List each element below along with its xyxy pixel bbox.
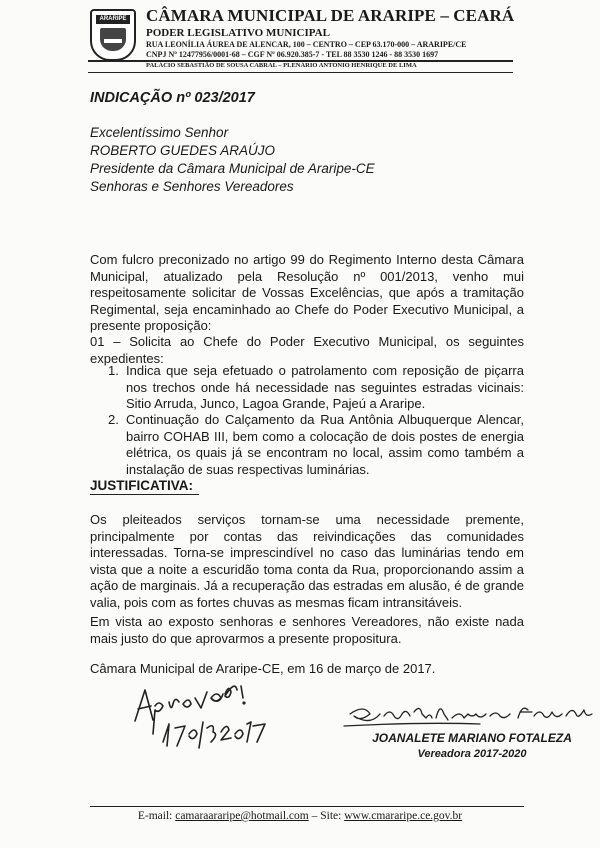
header-title: CÂMARA MUNICIPAL DE ARARIPE – CEARÁ — [146, 6, 515, 25]
list-item-text: Continuação do Calçamento da Rua Antônia Albuquerque Alencar, bairro COHAB III, bem como a colocação de dois postes de energia elétrica, os quais já se encontram no local, assim como também a instalação de suas respectivas luminárias. — [126, 412, 524, 477]
addressee-line-1: Excelentíssimo Senhor — [90, 125, 229, 140]
intro-paragraph: Com fulcro preconizado no artigo 99 do Regimento Interno desta Câmara Municipal, atualizado pela Resolução nº 001/2013, venho mui respeitosamente solicitar de Vossas Excelências, que após a tramitação Regimental, seja encaminhado ao Chefe do Poder Executivo Municipal, a presente proposição: — [90, 252, 524, 333]
signer-name: JOANALETE MARIANO FOTALEZA — [372, 731, 572, 745]
header-palacio: PALÁCIO SEBASTIÃO DE SOUSA CABRAL – PLENÁRIO ANTONIO HENRIQUE DE LIMA — [146, 62, 417, 69]
date-line: Câmara Municipal de Araripe-CE, em 16 de março de 2017. — [90, 661, 436, 676]
list-item-2 — [108, 412, 524, 478]
addressee-line-4: Senhoras e Senhores Vereadores — [90, 179, 294, 194]
crest-bar — [104, 39, 122, 43]
signer-role: Vereadora 2017-2020 — [417, 748, 527, 760]
addressee-line-3: Presidente da Câmara Municipal de Araripe-CE — [90, 161, 375, 176]
header-cnpj: CNPJ Nº 12477956/0001-68 – CGF Nº 06.920.385-7 - TEL 88 3530 1246 - 88 3530 1697 — [146, 50, 439, 59]
footer-email-link[interactable]: camaraararipe@hotmail.com — [175, 810, 309, 822]
justificativa-paragraph-1: Os pleiteados serviços tornam-se uma necessidade premente, principalmente por contas das reivindicações das comunidades interessadas. Torna-se imprescindível no caso das luminárias tendo em vista que a noite a escuridão toma conta da Rua, proporcionando assim a ação de marginais. Já a recuperação das estradas em alusão, é de grande valia, pois com as fortes chuvas as mesmas ficam intransitáveis. — [90, 512, 524, 610]
footer-rule — [90, 806, 524, 807]
document-heading: INDICAÇÃO nº 023/2017 — [90, 90, 255, 106]
crest-band: ARARIPE — [96, 15, 130, 24]
list-item-text: Indica que seja efetuado o patrolamento com reposição de piçarra nos trechos onde há necessidade nas seguintes estradas vicinais: Sitio Arruda, Junco, Lagoa Grande, Pajeú a Araripe. — [126, 363, 524, 411]
list-item-1 — [108, 363, 524, 413]
footer-site-link[interactable]: www.cmararipe.ce.gov.br — [344, 810, 463, 822]
justificativa-paragraph-2: Em vista ao exposto senhoras e senhores Vereadores, não existe nada mais justo do que aprovarmos a presente propositura. — [90, 614, 524, 646]
footer-email-label: E-mail: — [137, 810, 173, 822]
approval-handwriting-stamp — [125, 676, 305, 756]
municipal-crest-icon — [90, 9, 136, 61]
footer-separator: – Site: — [311, 810, 342, 822]
footer — [0, 810, 600, 822]
justificativa-title: JUSTIFICATIVA: — [90, 478, 193, 493]
header-address: RUA LEONÍLIA ÁUREA DE ALENCAR, 100 – CENTRO – CEP 63.170-000 – ARARIPE/CE — [146, 40, 467, 49]
justificativa-underline — [90, 494, 199, 495]
header-rule-bottom — [88, 72, 513, 73]
signature-handwriting — [340, 700, 600, 734]
header-subtitle: PODER LEGISLATIVO MUNICIPAL — [146, 27, 330, 39]
item-01: 01 – Solicita ao Chefe do Poder Executivo Municipal, os seguintes expedientes: — [90, 334, 524, 366]
addressee-line-2: ROBERTO GUEDES ARAÚJO — [90, 143, 276, 158]
list-item-number: 1. — [108, 363, 119, 378]
list-item-number: 2. — [108, 412, 119, 427]
